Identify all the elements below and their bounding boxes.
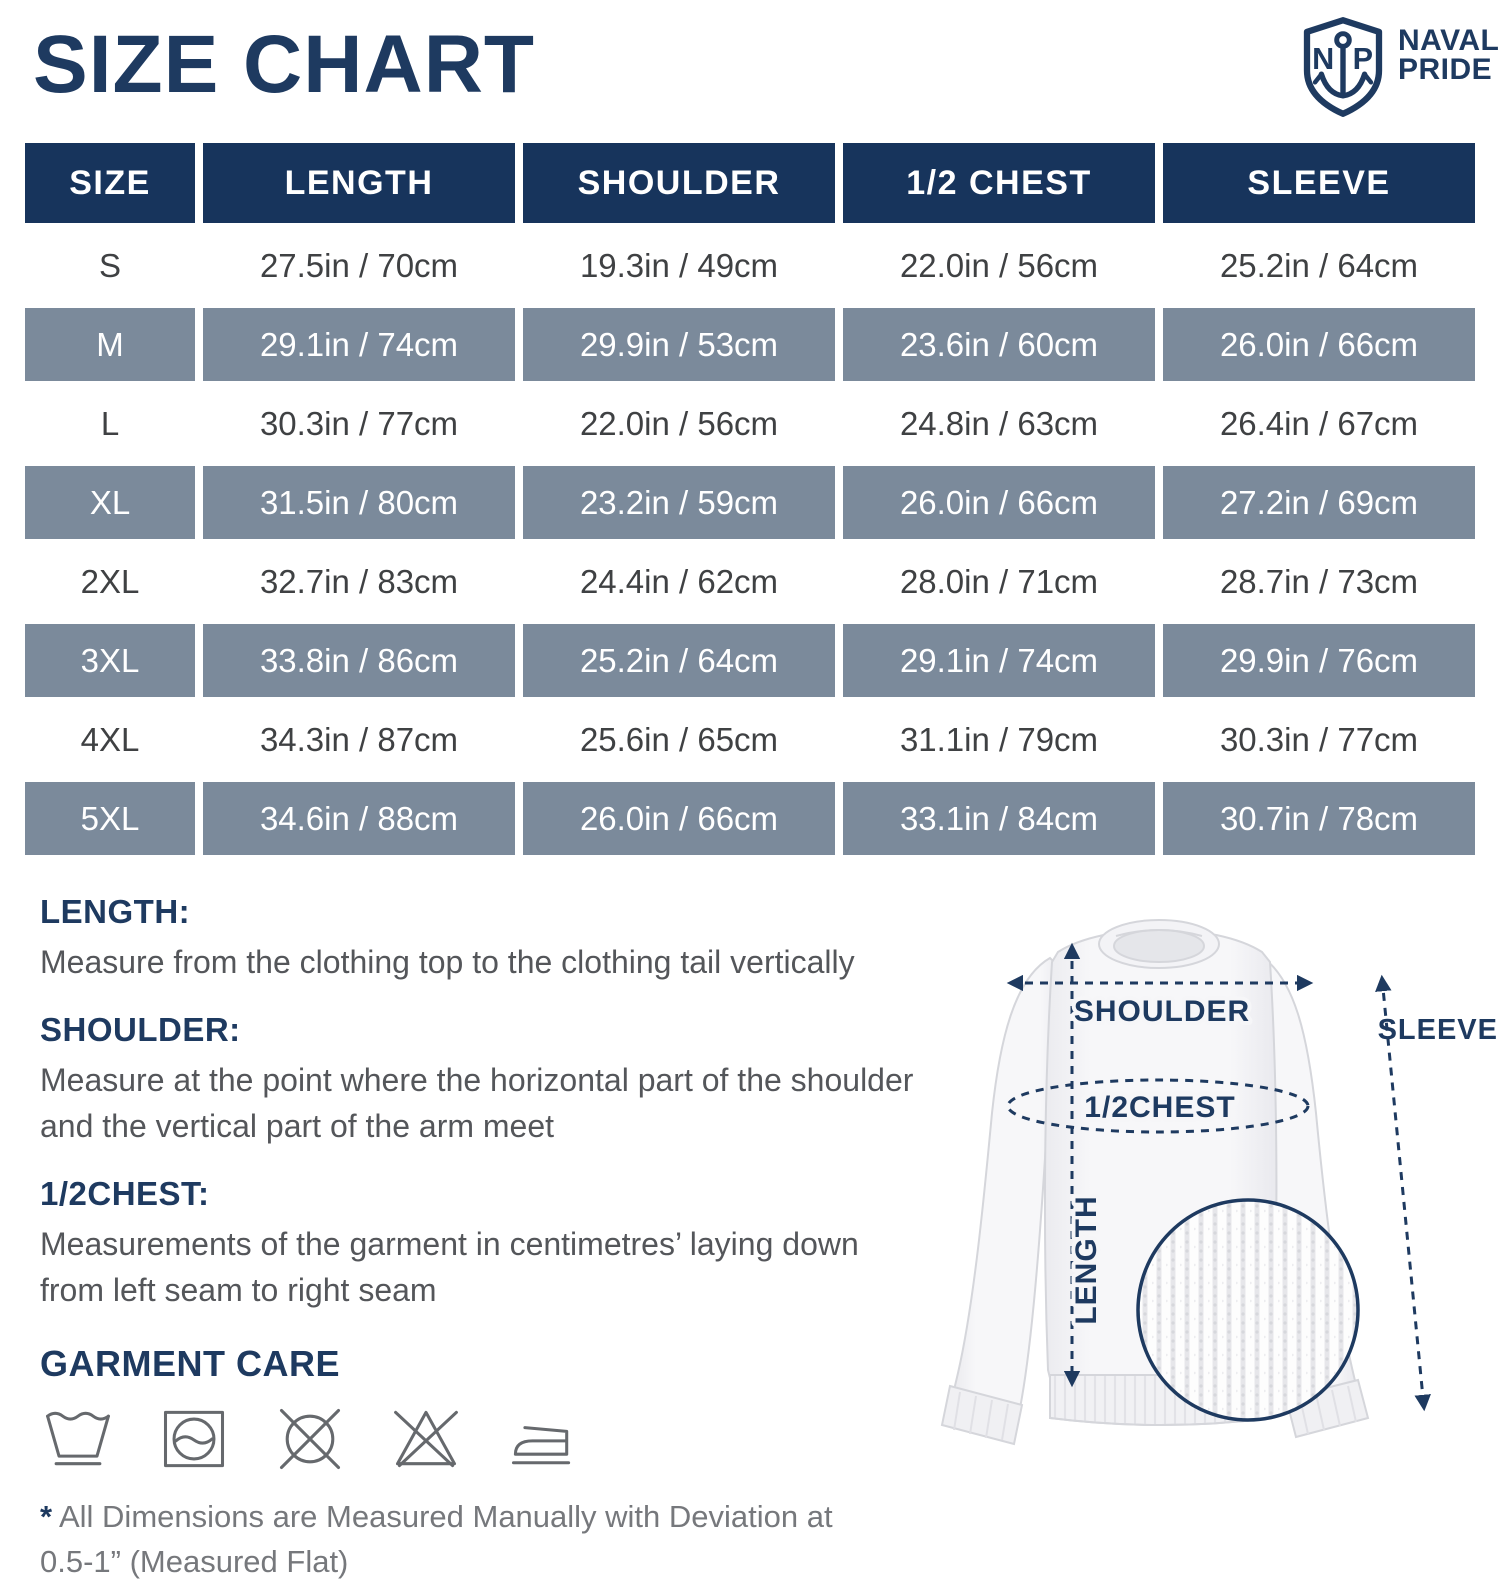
- shoulder-cell: 29.9in / 53cm: [523, 308, 835, 381]
- header-half-chest: 1/2 CHEST: [843, 143, 1155, 223]
- table-row: [25, 387, 1475, 460]
- size-cell: S: [25, 229, 195, 302]
- brand-logo: [1298, 16, 1499, 123]
- iron-icon: [504, 1401, 580, 1477]
- length-cell: 32.7in / 83cm: [203, 545, 515, 618]
- brand-name: [1398, 26, 1499, 85]
- shoulder-cell: 23.2in / 59cm: [523, 466, 835, 539]
- table-row: [25, 308, 1475, 381]
- table-row: [25, 466, 1475, 539]
- size-cell: 3XL: [25, 624, 195, 697]
- size-chart-table: [17, 137, 1483, 861]
- sleeve-cell: 29.9in / 76cm: [1163, 624, 1475, 697]
- page-title: SIZE CHART: [33, 19, 535, 110]
- size-cell: 5XL: [25, 782, 195, 855]
- length-cell: 30.3in / 77cm: [203, 387, 515, 460]
- logo-monogram-n: N: [1312, 41, 1335, 76]
- definition-description-length: Measure from the clothing top to the clothing tail vertically: [40, 944, 855, 980]
- garment-care-icons: [40, 1401, 1050, 1477]
- footnote-text: All Dimensions are Measured Manually with Deviation at 0.5-1” (Measured Flat): [40, 1499, 833, 1580]
- table-row: [25, 782, 1475, 855]
- sleeve-cell: 27.2in / 69cm: [1163, 466, 1475, 539]
- sleeve-label: SLEEVE: [1377, 1014, 1498, 1046]
- logo-monogram-p: P: [1352, 41, 1374, 76]
- length-cell: 33.8in / 86cm: [203, 624, 515, 697]
- definition-term-length: LENGTH:: [40, 893, 191, 930]
- sleeve-cell: 30.7in / 78cm: [1163, 782, 1475, 855]
- do-not-bleach-icon: [388, 1401, 464, 1477]
- sleeve-cell: 26.4in / 67cm: [1163, 387, 1475, 460]
- half-chest-cell: 23.6in / 60cm: [843, 308, 1155, 381]
- measurement-definitions: [40, 893, 1050, 1585]
- header-sleeve: SLEEVE: [1163, 143, 1475, 223]
- table-row: [25, 545, 1475, 618]
- shoulder-cell: 22.0in / 56cm: [523, 387, 835, 460]
- definition-description-half-chest: Measurements of the garment in centimetres’ laying down from left seam to right seam: [40, 1226, 859, 1309]
- tumble-dry-icon: [156, 1401, 232, 1477]
- size-cell: 4XL: [25, 703, 195, 776]
- half-chest-cell: 26.0in / 66cm: [843, 466, 1155, 539]
- half-chest-cell: 24.8in / 63cm: [843, 387, 1155, 460]
- garment-care-title: GARMENT CARE: [40, 1343, 340, 1385]
- sleeve-cell: 28.7in / 73cm: [1163, 545, 1475, 618]
- header-size: SIZE: [25, 143, 195, 223]
- brand-name-line1: NAVAL: [1398, 24, 1500, 57]
- gentle-wash-icon: [40, 1401, 116, 1477]
- size-cell: XL: [25, 466, 195, 539]
- size-cell: M: [25, 308, 195, 381]
- half-chest-cell: 31.1in / 79cm: [843, 703, 1155, 776]
- shoulder-cell: 24.4in / 62cm: [523, 545, 835, 618]
- footnote-asterisk: *: [40, 1499, 53, 1535]
- header-shoulder: SHOULDER: [523, 143, 835, 223]
- do-not-dry-clean-icon: [272, 1401, 348, 1477]
- table-header-row: [25, 143, 1475, 223]
- length-cell: 34.6in / 88cm: [203, 782, 515, 855]
- shoulder-cell: 25.6in / 65cm: [523, 703, 835, 776]
- sleeve-cell: 25.2in / 64cm: [1163, 229, 1475, 302]
- table-row: [25, 624, 1475, 697]
- header-length: LENGTH: [203, 143, 515, 223]
- length-cell: 34.3in / 87cm: [203, 703, 515, 776]
- length-cell: 31.5in / 80cm: [203, 466, 515, 539]
- shoulder-cell: 26.0in / 66cm: [523, 782, 835, 855]
- sleeve-cell: 26.0in / 66cm: [1163, 308, 1475, 381]
- table-row: [25, 229, 1475, 302]
- definition-term-shoulder: SHOULDER:: [40, 1011, 241, 1049]
- half-chest-cell: 29.1in / 74cm: [843, 624, 1155, 697]
- half-chest-cell: 22.0in / 56cm: [843, 229, 1155, 302]
- shoulder-cell: 25.2in / 64cm: [523, 624, 835, 697]
- length-cell: 29.1in / 74cm: [203, 308, 515, 381]
- sweatshirt-measurement-diagram: [900, 878, 1500, 1500]
- shoulder-cell: 19.3in / 49cm: [523, 229, 835, 302]
- size-cell: 2XL: [25, 545, 195, 618]
- half-chest-cell: 28.0in / 71cm: [843, 545, 1155, 618]
- length-cell: 27.5in / 70cm: [203, 229, 515, 302]
- anchor-shield-icon: [1298, 16, 1388, 123]
- size-cell: L: [25, 387, 195, 460]
- fabric-zoom-circle: [1138, 1200, 1358, 1420]
- shoulder-label: SHOULDER: [1073, 995, 1251, 1028]
- length-label: LENGTH: [1070, 1195, 1103, 1325]
- half-chest-label: 1/2CHEST: [1084, 1091, 1236, 1124]
- half-chest-cell: 33.1in / 84cm: [843, 782, 1155, 855]
- brand-name-line2: PRIDE: [1398, 53, 1493, 87]
- footnote: [40, 1495, 880, 1585]
- sleeve-cell: 30.3in / 77cm: [1163, 703, 1475, 776]
- definition-description-shoulder: Measure at the point where the horizontal part of the shoulder and the vertical part of the arm meet: [40, 1062, 914, 1145]
- definition-term-half-chest: 1/2CHEST:: [40, 1175, 210, 1213]
- table-row: [25, 703, 1475, 776]
